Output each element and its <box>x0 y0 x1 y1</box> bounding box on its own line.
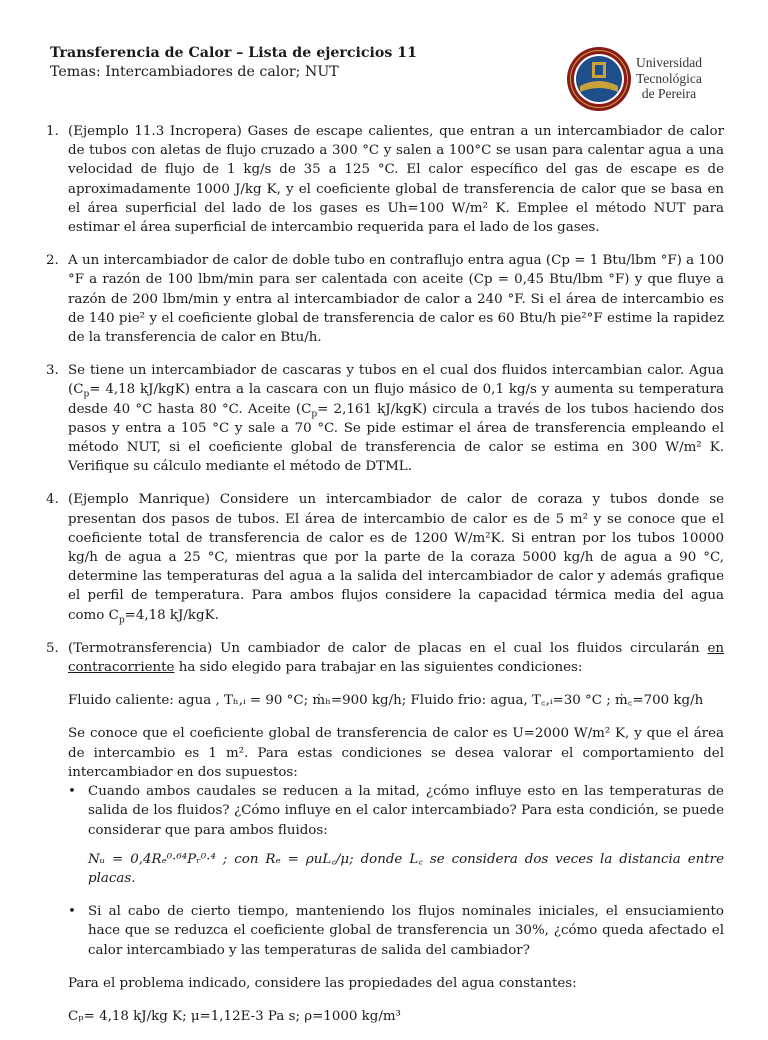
exercise-number: 1. <box>46 124 59 139</box>
exercise-text: (Ejemplo 11.3 Incropera) Gases de escape calientes, que entran a un intercambiador de calor de tubos con aletas de flujo cruzado a 300 °C y salen a 100°C se usan para calentar agua a una velocidad de flujo de 1 kg/s de 35 a 125 °C. El calor específico del gas de escape es de aproximadamente 1000 J/kg K, y el coeficiente global de transferencia de calor que se basa en el área superficial del lado de los gases es Uh=100 W/m² K. Emplee el método NUT para estimar el área superficial de intercambio requerida para el lado de los gases. <box>68 124 724 236</box>
document-title: Transferencia de Calor – Lista de ejercicios 11 <box>50 45 418 61</box>
university-logo <box>566 46 716 112</box>
document-header <box>50 44 530 82</box>
exercise-1 <box>46 122 724 237</box>
water-properties: Cₚ= 4,18 kJ/kg K; μ=1,12E-3 Pa s; ρ=1000 kg/m³ <box>68 1008 401 1024</box>
logo-line-2: Tecnológica <box>636 70 702 86</box>
bullet-item: • Cuando ambos caudales se reducen a la mitad, ¿cómo influye esto en las temperaturas de salida de los fluidos? ¿Cómo influye en el calor intercambiado? Para esta condición, se puede considerar que para ambos fluidos: <box>68 782 724 840</box>
exercise-number: 3. <box>46 363 59 379</box>
exercise-4 <box>46 490 724 624</box>
equation: Nᵤ = 0,4Rₑ⁰·⁶⁴Pᵣ⁰·⁴ ; con Rₑ = ρuL꜀/μ; donde L꜀ se considera dos veces la distancia entre placas. <box>88 851 724 886</box>
exercise-text: A un intercambiador de calor de doble tubo en contraflujo entra agua (Cp = 1 Btu/lbm °F) a 100 °F a razón de 100 lbm/min para ser calentada con aceite (Cp = 0,45 Btu/lbm °F) y que fluye a razón de 200 lbm/min y entra al intercambiador de calor a 240 °F. Si el área de intercambio es de 140 pie² y el coeficiente global de transferencia de calor es 60 Btu/h pie²°F estime la rapidez de la transferencia de calor en Btu/h. <box>68 253 724 346</box>
exercise-2 <box>46 251 724 347</box>
properties-intro: Para el problema indicado, considere las propiedades del agua constantes: <box>68 975 577 991</box>
bullet-icon: • <box>68 904 76 920</box>
underlined-phrase: en contracorriente <box>68 640 724 676</box>
logo-line-1: Universidad <box>636 55 702 70</box>
exercise-list <box>46 122 724 1040</box>
document-subtitle: Temas: Intercambiadores de calor; NUT <box>50 64 339 80</box>
exercise-text: Se tiene un intercambiador de cascaras y tubos en el cual dos fluidos intercambian calor. Agua ($C_p= 4,18$ kJ/kgK) entra a la cascara con un flujo másico de 0,1 kg/s y aumenta su temperatura desde 40 °C hasta 80 °C. Aceite ($C_p= 2,161$ kJ/kgK) circula a través de los tubos haciendo dos pasos y entra a 105 °C y sale a 70 °C. Se pide estimar el área de transferencia empleando el método NUT, si el coeficiente global de transferencia de calor se estima en 300 W/m² K. Verifique su cálculo mediante el método de DTML. <box>68 363 724 475</box>
exercise-number: 4. <box>46 492 59 508</box>
logo-line-3: de Pereira <box>641 86 697 101</box>
fluid-conditions: Fluido caliente: agua , Tₕ,ᵢ = 90 °C; ṁₕ=900 kg/h; Fluido frio: agua, T꜀,ᵢ=30 °C ; ṁ꜀=700 kg/h <box>68 693 704 709</box>
university-seal-icon <box>566 46 632 112</box>
exercise-text: (Ejemplo Manrique) Considere un intercambiador de calor de coraza y tubos donde se presentan dos pasos de tubos. El área de intercambio de calor es de 5 m² y se conoce que el coeficiente total de transferencia de calor es de 1200 W/m²K. Si entran por los tubos 10000 kg/h de agua a 25 °C, mientras que por la parte de la coraza 5000 kg/h de agua a 90 °C, determine las temperaturas del agua a la salida del intercambiador de calor y además grafique el perfil de temperatura. Para ambos flujos considere la capacidad térmica media del agua como $C_p=4,18$ kJ/kgK. <box>68 492 724 626</box>
exercise-number: 2. <box>46 253 59 269</box>
exercise-number: 5. <box>46 640 59 656</box>
exercise-3 <box>46 361 724 476</box>
bullet-icon: • <box>68 784 76 800</box>
known-conditions: Se conoce que el coeficiente global de transferencia de calor es U=2000 W/m² K, y que el área de intercambio es 1 m². Para estas condiciones se desea valorar el comportamiento del intercambiador en dos supuestos: <box>68 726 724 780</box>
bullet-item: • Si al cabo de cierto tiempo, manteniendo los flujos nominales iniciales, el ensuciamiento hace que se reduzca el coeficiente global de transferencia un 30%, ¿cómo queda afectado el calor intercambiado y las temperaturas de salida del cambiador? <box>68 902 724 960</box>
exercise-5 <box>46 639 724 1026</box>
exercise-intro: (Termotransferencia) Un cambiador de calor de placas en el cual los fluidos circularán en contracorriente ha sido elegido para trabajar en las siguientes condiciones: <box>68 640 724 676</box>
